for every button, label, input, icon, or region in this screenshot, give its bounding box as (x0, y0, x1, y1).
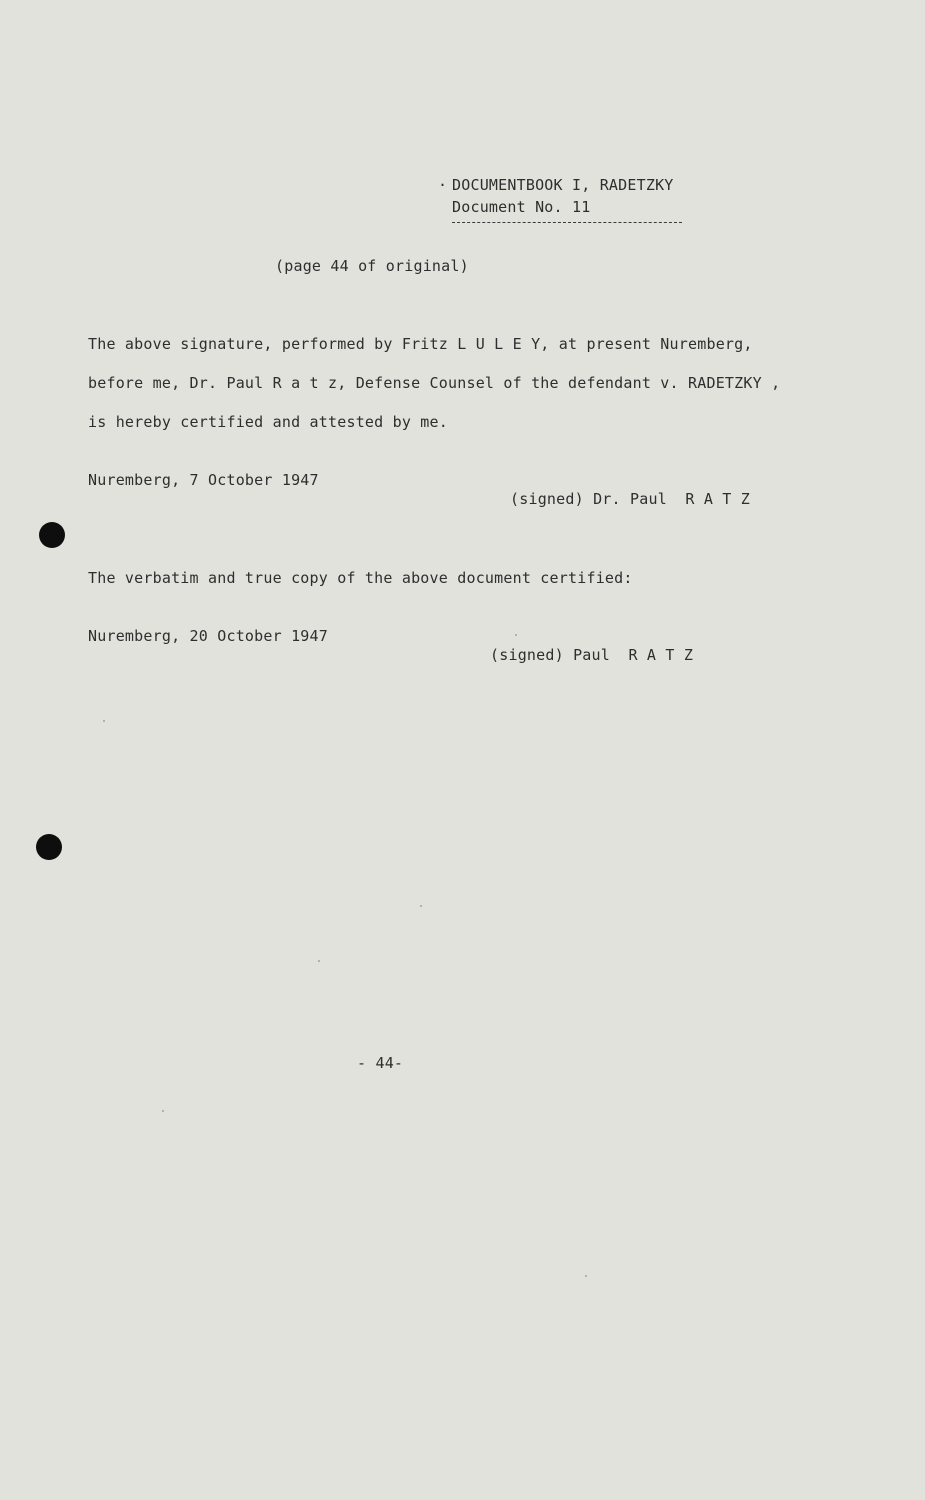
certification-place-date: Nuremberg, 7 October 1947 (88, 471, 319, 489)
header-underline (452, 222, 682, 223)
paper-speck (420, 905, 422, 907)
document-number: Document No. 11 (452, 198, 591, 216)
paper-speck (103, 720, 105, 722)
punch-hole-lower (36, 834, 62, 860)
paper-speck (318, 960, 320, 962)
header-bullet: · (438, 176, 448, 194)
page-number: - 44- (357, 1054, 404, 1072)
copy-certification-place-date: Nuremberg, 20 October 1947 (88, 627, 328, 645)
punch-hole-upper (39, 522, 65, 548)
certification-line-3: is hereby certified and attested by me. (88, 413, 448, 431)
paper-speck (162, 1110, 164, 1112)
paper-speck (515, 634, 517, 636)
certification-line-2: before me, Dr. Paul R a t z, Defense Counsel of the defendant v. RADETZKY , (88, 374, 781, 392)
copy-certification-line: The verbatim and true copy of the above document certified: (88, 569, 633, 587)
certification-line-1: The above signature, performed by Fritz L U L E Y, at present Nuremberg, (88, 335, 753, 353)
document-book-heading: DOCUMENTBOOK I, RADETZKY (452, 176, 674, 194)
copy-certification-signature: (signed) Paul R A T Z (490, 646, 694, 664)
certification-signature: (signed) Dr. Paul R A T Z (510, 490, 750, 508)
original-page-reference: (page 44 of original) (275, 257, 469, 275)
paper-speck (585, 1275, 587, 1277)
